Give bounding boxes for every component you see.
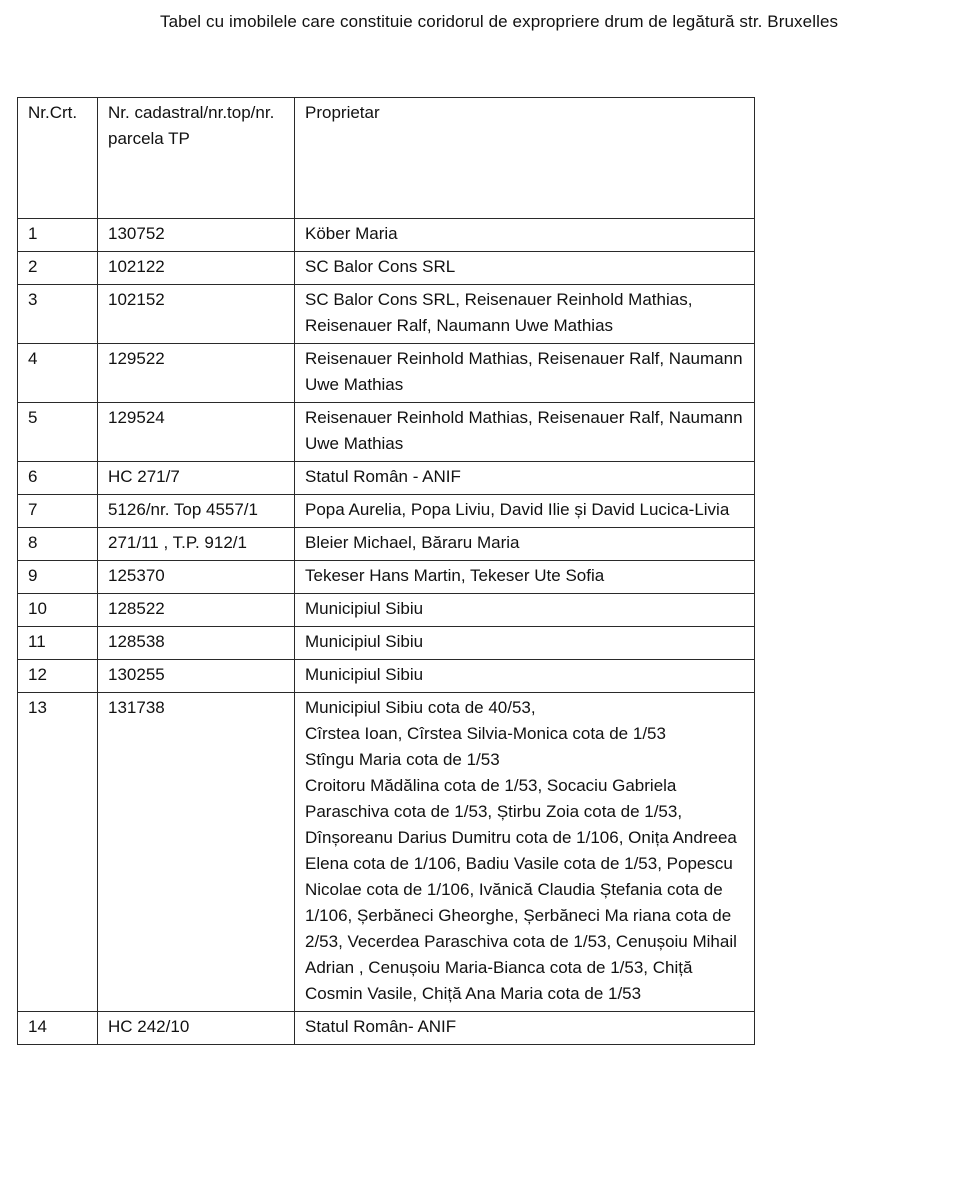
header-cadastral: Nr. cadastral/nr.top/nr. parcela TP — [98, 98, 295, 219]
row-nr: 12 — [18, 660, 98, 693]
row-cadastral: 129524 — [98, 403, 295, 462]
row-owner: Bleier Michael, Băraru Maria — [295, 528, 755, 561]
row-cadastral: 125370 — [98, 561, 295, 594]
row-nr: 3 — [18, 285, 98, 344]
row-nr: 11 — [18, 627, 98, 660]
row-owner: SC Balor Cons SRL — [295, 252, 755, 285]
table-row — [18, 693, 755, 1012]
row-nr: 7 — [18, 495, 98, 528]
row-owner — [295, 693, 755, 1012]
row-nr: 9 — [18, 561, 98, 594]
table-row — [18, 285, 755, 344]
row-nr: 6 — [18, 462, 98, 495]
owner-line: Municipiul Sibiu cota de 40/53, — [305, 698, 536, 717]
row-cadastral: 128538 — [98, 627, 295, 660]
table-row — [18, 219, 755, 252]
table-row — [18, 1012, 755, 1045]
row-cadastral: 130752 — [98, 219, 295, 252]
row-owner: Popa Aurelia, Popa Liviu, David Ilie și David Lucica-Livia — [295, 495, 755, 528]
table-row — [18, 660, 755, 693]
row-cadastral: HC 271/7 — [98, 462, 295, 495]
table-row — [18, 528, 755, 561]
table-row — [18, 252, 755, 285]
row-cadastral: 129522 — [98, 344, 295, 403]
row-cadastral: 5126/nr. Top 4557/1 — [98, 495, 295, 528]
table-row — [18, 495, 755, 528]
row-owner: SC Balor Cons SRL, Reisenauer Reinhold Mathias, Reisenauer Ralf, Naumann Uwe Mathias — [295, 285, 755, 344]
table-header-row — [18, 98, 755, 219]
row-nr: 8 — [18, 528, 98, 561]
table-row — [18, 403, 755, 462]
row-owner: Statul Român- ANIF — [295, 1012, 755, 1045]
table-row — [18, 344, 755, 403]
owner-line: Stîngu Maria cota de 1/53 — [305, 750, 500, 769]
row-owner: Reisenauer Reinhold Mathias, Reisenauer Ralf, Naumann Uwe Mathias — [295, 403, 755, 462]
row-cadastral: HC 242/10 — [98, 1012, 295, 1045]
row-cadastral: 271/11 , T.P. 912/1 — [98, 528, 295, 561]
row-owner: Municipiul Sibiu — [295, 660, 755, 693]
row-nr: 2 — [18, 252, 98, 285]
table-row — [18, 627, 755, 660]
parcels-table — [17, 97, 755, 1045]
row-owner: Köber Maria — [295, 219, 755, 252]
owner-line: Croitoru Mădălina cota de 1/53, Socaciu Gabriela Paraschiva cota de 1/53, Știrbu Zoia cota de 1/53, Dînșoreanu Darius Dumitru cota de 1/106, Onița Andreea Elena cota de 1/106, Badiu Vasile cota de 1/53, Popescu Nicolae cota de 1/106, Ivănică Claudia Ștefania cota de 1/106, Șerbăneci Gheorghe, Șerbăneci Ma riana cota de 2/53, Vecerdea Paraschiva cota de 1/53, Cenușoiu Mihail Adrian , Cenușoiu Maria-Bianca cota de 1/53, Chiță Cosmin Vasile, Chiță Ana Maria cota de 1/53 — [305, 776, 737, 1003]
row-nr: 5 — [18, 403, 98, 462]
header-nr-crt: Nr.Crt. — [18, 98, 98, 219]
owner-line: Cîrstea Ioan, Cîrstea Silvia-Monica cota de 1/53 — [305, 724, 666, 743]
table-row — [18, 594, 755, 627]
row-cadastral: 102152 — [98, 285, 295, 344]
header-owner: Proprietar — [295, 98, 755, 219]
row-nr: 14 — [18, 1012, 98, 1045]
row-owner: Tekeser Hans Martin, Tekeser Ute Sofia — [295, 561, 755, 594]
row-owner: Reisenauer Reinhold Mathias, Reisenauer Ralf, Naumann Uwe Mathias — [295, 344, 755, 403]
row-owner: Municipiul Sibiu — [295, 627, 755, 660]
row-nr: 4 — [18, 344, 98, 403]
table-row — [18, 462, 755, 495]
row-owner: Statul Român - ANIF — [295, 462, 755, 495]
document-title: Tabel cu imobilele care constituie coridorul de expropriere drum de legătură str. Bruxelles — [160, 12, 839, 31]
row-nr: 13 — [18, 693, 98, 1012]
row-owner: Municipiul Sibiu — [295, 594, 755, 627]
row-nr: 1 — [18, 219, 98, 252]
row-nr: 10 — [18, 594, 98, 627]
row-cadastral: 131738 — [98, 693, 295, 1012]
row-cadastral: 102122 — [98, 252, 295, 285]
table-row — [18, 561, 755, 594]
row-cadastral: 128522 — [98, 594, 295, 627]
row-cadastral: 130255 — [98, 660, 295, 693]
